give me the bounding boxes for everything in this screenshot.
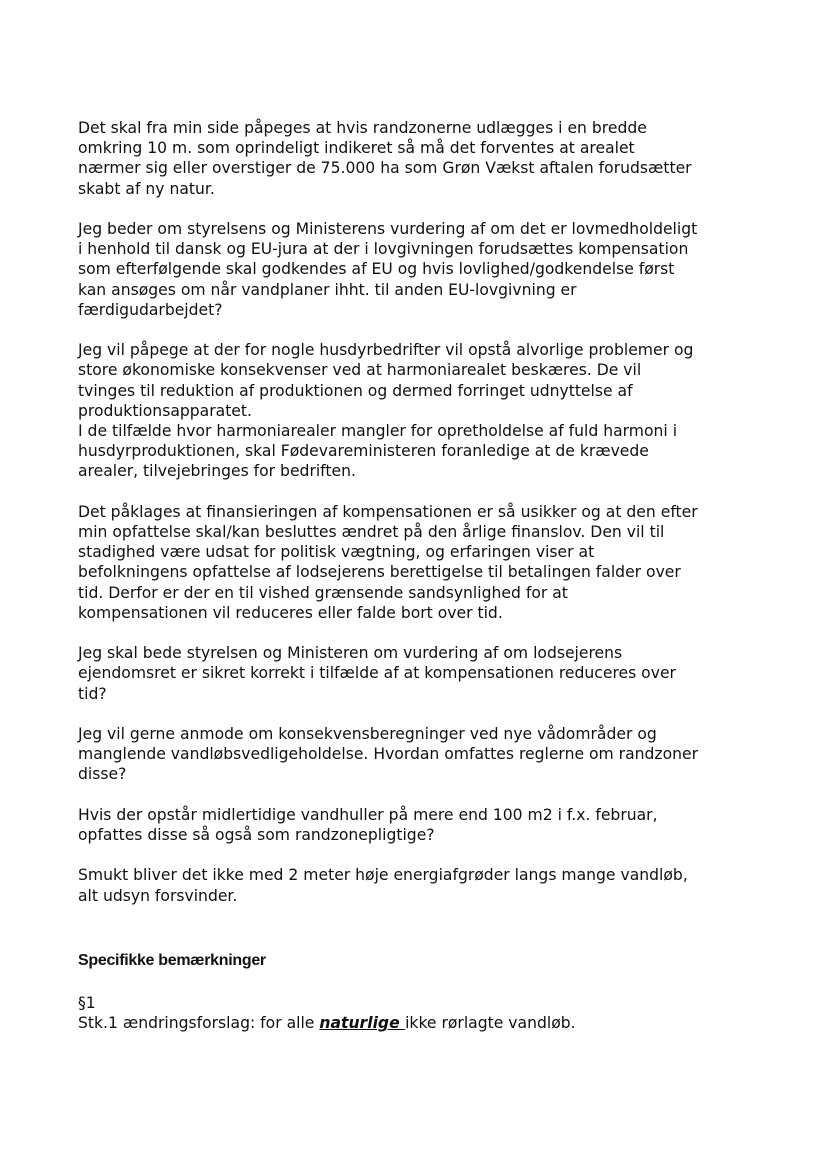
paragraph-line: Jeg skal bede styrelsen og Ministeren om vurdering af om lodsejerens [78, 644, 623, 663]
paragraph-line: store økonomiske konsekvenser ved at harmoniarealet beskæres. De vil [78, 361, 642, 380]
paragraph-line: omkring 10 m. som oprindeligt indikeret så må det forventes at arealet [78, 139, 635, 158]
paragraph-line: kan ansøges om når vandplaner ihht. til anden EU-lovgivning er [78, 280, 577, 299]
paragraph-line: disse? [78, 765, 127, 784]
stk-prefix: Stk.1 ændringsforslag: for alle [78, 1014, 320, 1033]
paragraph [78, 118, 768, 199]
paragraph-line: Jeg vil påpege at der for nogle husdyrbedrifter vil opstå alvorlige problemer og [78, 341, 694, 360]
document-page [78, 118, 768, 1033]
paragraph-line: Hvis der opstår midlertidige vandhuller på mere end 100 m2 i f.x. februar, [78, 805, 658, 824]
paragraph-line: arealer, tilvejebringes for bedriften. [78, 462, 356, 481]
paragraph [78, 724, 768, 785]
paragraph-line: stadighed være udsat for politisk vægtning, og erfaringen viser at [78, 543, 595, 562]
paragraph-line: produktionsapparatet. [78, 401, 252, 420]
paragraph-line: Det skal fra min side påpeges at hvis randzonerne udlægges i en bredde [78, 119, 647, 137]
paragraph [78, 643, 768, 704]
paragraph-line: tvinges til reduktion af produktionen og dermed forringet udnyttelse af [78, 381, 633, 400]
paragraph-line: manglende vandløbsvedligeholdelse. Hvordan omfattes reglerne om randzoner [78, 745, 699, 764]
paragraph-line: min opfattelse skal/kan besluttes ændret på den årlige finanslov. Den vil til [78, 523, 665, 542]
paragraph-line: tid? [78, 684, 107, 703]
paragraph-line: befolkningens opfattelse af lodsejerens berettigelse til betalingen falder over [78, 563, 681, 582]
paragraph-line: Jeg beder om styrelsens og Ministerens vurdering af om det er lovmedholdeligt [78, 220, 698, 238]
paragraph-line: skabt af ny natur. [78, 179, 215, 198]
paragraph-line: I de tilfælde hvor harmoniarealer mangler for opretholdelse af fuld harmoni i [78, 422, 678, 441]
section-heading: Specifikke bemærkninger [78, 951, 266, 969]
section-number: §1 [78, 994, 96, 1013]
paragraph [78, 219, 768, 320]
stk-line [78, 1013, 768, 1033]
body-paragraphs [78, 118, 768, 906]
paragraph [78, 502, 768, 623]
stk-suffix: ikke rørlagte vandløb. [405, 1014, 576, 1033]
paragraph-line: nærmer sig eller overstiger de 75.000 ha som Grøn Vækst aftalen forudsætter [78, 159, 692, 178]
paragraph-line: Det påklages at finansieringen af kompensationen er så usikker og at den efter [78, 502, 698, 521]
section-block [78, 993, 768, 1033]
paragraph-line: alt udsyn forsvinder. [78, 886, 238, 905]
paragraph [78, 805, 768, 845]
paragraph-line: i henhold til dansk og EU-jura at der i lovgivningen forudsættes kompensation [78, 240, 689, 259]
paragraph-line: Jeg vil gerne anmode om konsekvensberegninger ved nye vådområder og [78, 725, 657, 744]
paragraph-line: Smukt bliver det ikke med 2 meter høje energiafgrøder langs mange vandløb, [78, 866, 688, 885]
paragraph [78, 340, 768, 481]
paragraph [78, 865, 768, 905]
paragraph-line: færdigudarbejdet? [78, 300, 223, 319]
paragraph-line: som efterfølgende skal godkendes af EU og hvis lovlighed/godkendelse først [78, 260, 675, 279]
paragraph-line: kompensationen vil reduceres eller falde bort over tid. [78, 603, 503, 622]
stk-emphasis: naturlige [319, 1014, 406, 1033]
paragraph-line: husdyrproduktionen, skal Fødevareministeren foranledige at de krævede [78, 442, 649, 461]
paragraph-line: opfattes disse så også som randzonepligtige? [78, 826, 435, 845]
paragraph-line: ejendomsret er sikret korrekt i tilfælde af at kompensationen reduceres over [78, 664, 676, 683]
paragraph-line: tid. Derfor er der en til vished grænsende sandsynlighed for at [78, 583, 568, 602]
